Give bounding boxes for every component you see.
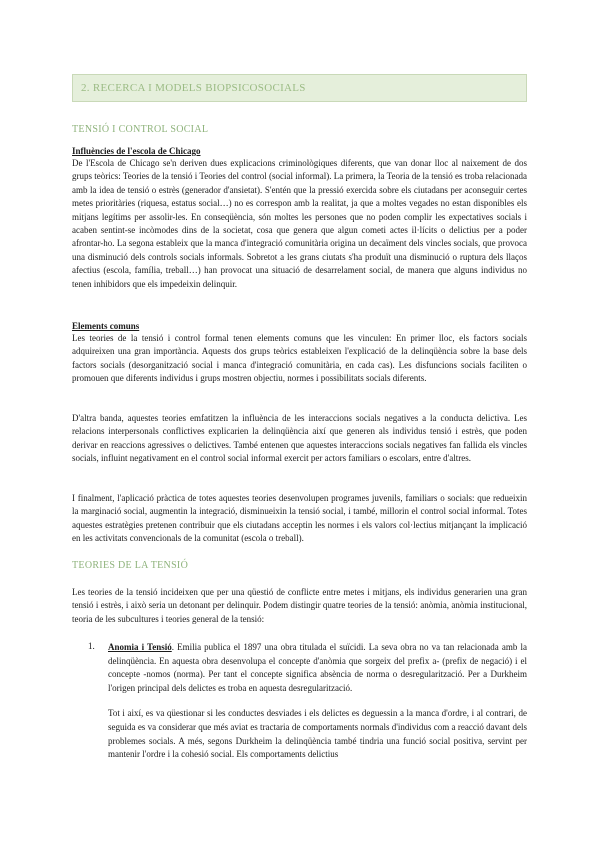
list-item-paragraph: [108, 641, 527, 695]
list-item-text: . Emilia publica el 1897 una obra titulada el suïcidi. La seva obra no va tan relacionada amb la delinqüència. En aquesta obra desenvolupa el concepte d'anòmia que sorgeix del prefix a- (prefix de negació) i el concepte -nomos (norma). Per tant el concepte significa absència de norma o desregularització. Per a Durkheim l'origen principal dels delictes es troba en aquesta desregularització.: [108, 642, 527, 693]
chicago-paragraph: De l'Escola de Chicago se'n deriven dues explicacions criminològiques diferents, que van donar lloc al naixement de dos grups teòrics: Teories de la tensió i Teories del control (social informal). La primera, la Teoria de la tensió es troba relacionada amb la idea de tensió o estrès (generador d'ansietat). S'entén que la pressió exercida sobre els ciutadans per aconseguir certes metes prioritàries (riquesa, estatus social…) no es correspon amb la realitat, ja que a moltes vegades no estan disponibles els mitjans legítims per assolir-les. En conseqüència, són moltes les persones que no poden complir les expectatives socials i acaben sentint-se incòmodes dins de la societat, cosa que genera que algun cometi actes il·lícits o delictius per a poder afrontar-ho. La segona estableix que la manca d'integració comunitària origina un decaïment dels vincles socials, que provoca una disminució dels controls socials informals. Sobretot a les grans ciutats s'ha produït una disminució o ruptura dels llaços afectius (escola, família, treball…) han provocat una situació de desarrelament social, de manera que alguns individus no tenen inhibidors que els impedeixin delinquir.: [72, 158, 527, 289]
section-title: 2. RECERCA I MODELS BIOPSICOSOCIALS: [81, 82, 306, 94]
list-item-paragraph-2: Tot i així, es va qüestionar si les conductes desviades i els delictes es deguessin a la manca d'ordre, i al contrari, de seguida es va considerar que més aviat es tractaria de comportaments normals d'individus com a reacció davant dels problemes socials. A més, segons Durkheim la delinqüència també tindria una funció social positiva, servint per mantenir l'ordre i la cohesió social. Els comportaments delictius: [108, 708, 527, 760]
paragraph-block: [72, 492, 527, 546]
subheading-tension-control: TENSIÓ I CONTROL SOCIAL: [72, 124, 209, 135]
list-number: 1.: [88, 641, 95, 651]
list-item-body: [108, 641, 527, 762]
list-item-term: Anomia i Tensió: [108, 642, 172, 652]
chicago-heading: Influències de l'escola de Chicago: [72, 146, 201, 156]
tension-theories-intro: Les teories de la tensió incideixen que per una qüestió de conflicte entre metes i mitjans, els individus generarien una gran tensió i estrès, i això seria un detonant per delinquir. Podem distingir quatre teories de la tensió: anòmia, anòmia institucional, teoria de les subcultures i teories general de la tensió:: [72, 587, 527, 624]
paragraph-block: [72, 586, 527, 626]
negative-interactions-paragraph: D'altra banda, aquestes teories emfatitzen la influència de les interaccions socials negatives a la conducta delictiva. Les relacions interpersonals conflictives explicarien la delinqüència així que generen als individus tensió i estrès, que poden derivar en reaccions agressives o delictives. També entenen que aquestes interaccions socials negatives fan fallida els vincles socials, influint negativament en el control social informal exercit per actors familiars o escolars, entre d'altres.: [72, 413, 527, 464]
subheading-tension-theories: TEORIES DE LA TENSIÓ: [72, 560, 189, 571]
practical-application-paragraph: I finalment, l'aplicació pràctica de totes aquestes teories desenvolupen programes juvenils, familiars o socials: que redueixin la marginació social, augmentin la integració, disminueixin la tensió social, i també, millorin el control social informal. Totes aquestes estratègies pretenen contribuir que els ciutadans acceptin les normes i els valors col·lectius mitjançant la implicació en les activitats convencionals de la comunitat (escola o treball).: [72, 493, 527, 544]
chicago-block: [72, 146, 527, 291]
common-elements-paragraph: Les teories de la tensió i control formal tenen elements comuns que les vinculen: En primer lloc, els factors socials adquireixen una gran importància. Aquests dos grups teòrics estableixen l'explicació de la delinqüència sobre la base dels factors socials (desorganització social i manca d'integració comunitària, en cada cas). Les disfuncions socials faciliten o promouen que diferents individus i grups mostren objectiu, normes i possibilitats socials diferents.: [72, 333, 527, 384]
paragraph-block: [72, 412, 527, 466]
common-elements-heading: Elements comuns: [72, 321, 140, 331]
section-header-box: [72, 74, 527, 102]
common-elements-block: [72, 321, 527, 386]
